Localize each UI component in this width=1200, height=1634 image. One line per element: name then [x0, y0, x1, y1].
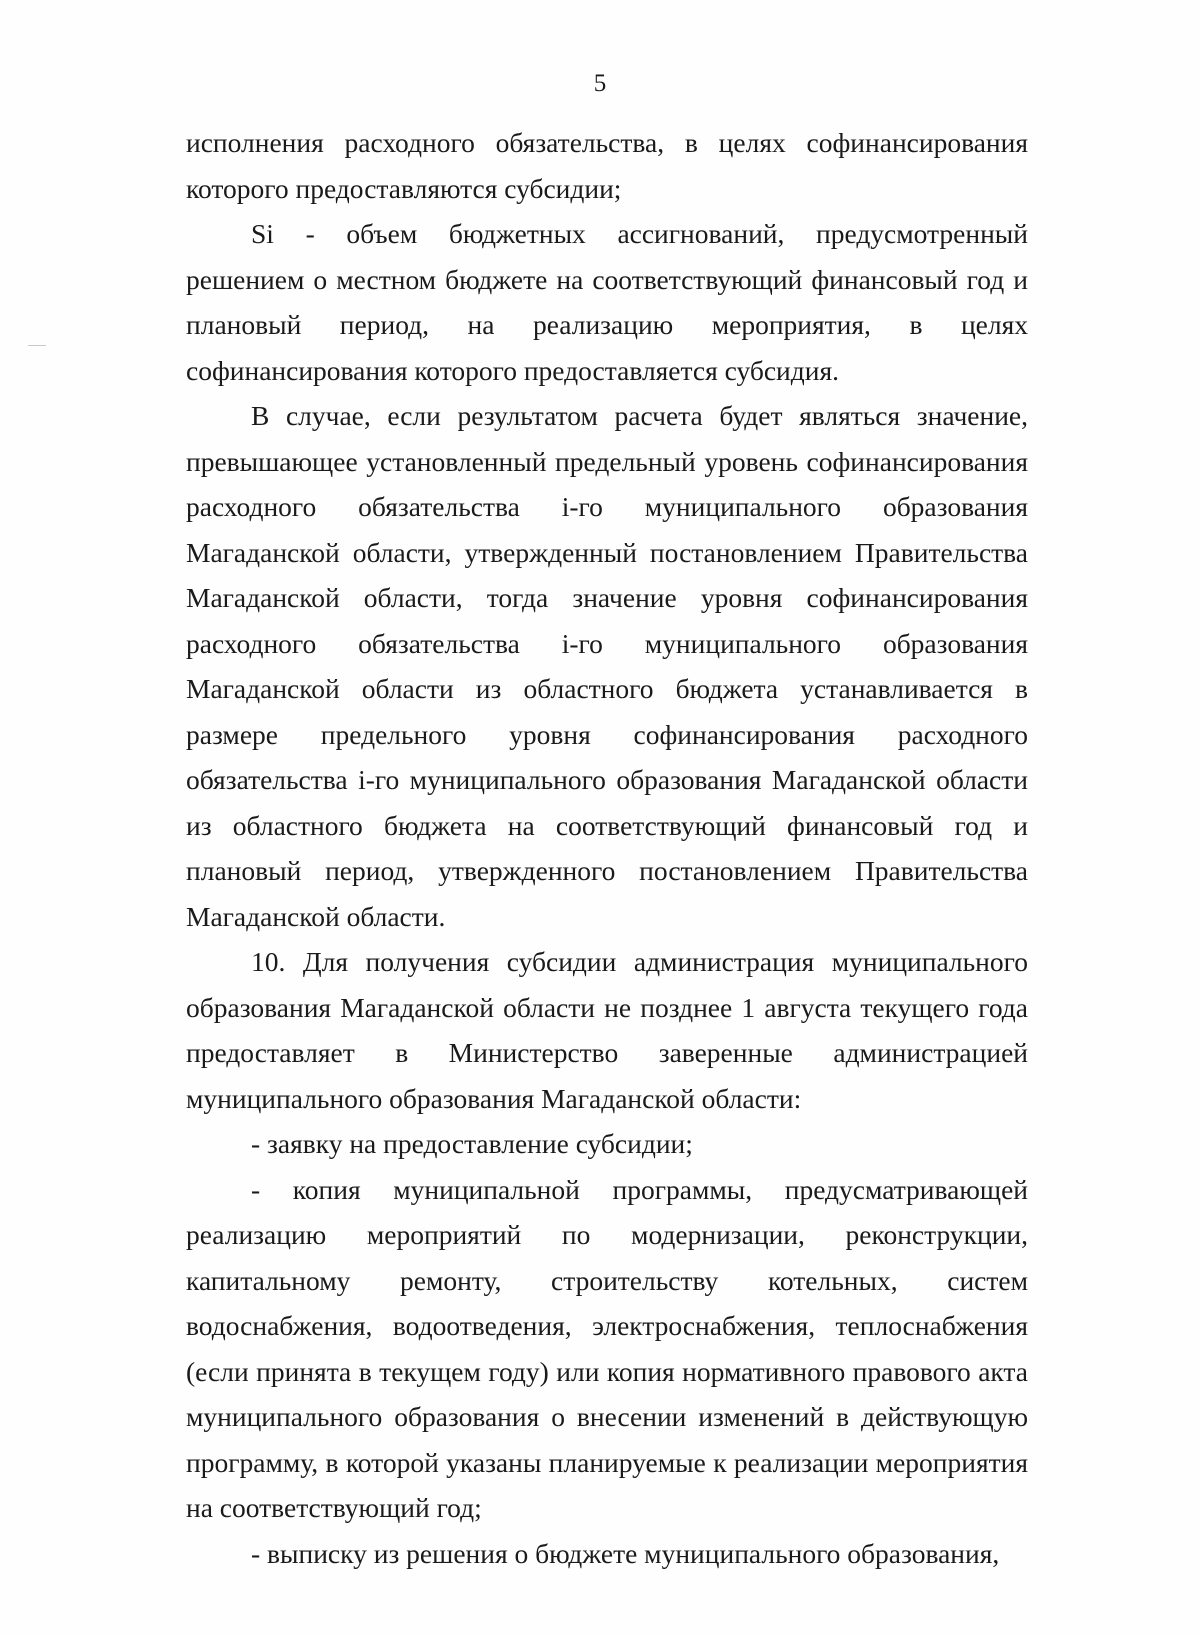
list-item-application: - заявку на предоставление субсидии;: [251, 1128, 693, 1159]
paragraph-item-10: 10. Для получения субсидии администрация муниципального образования Магаданской области не позднее 1 августа текущего года предоставляет в Министерство заверенные администрацией муниципального образования Магаданской области:: [186, 946, 1028, 1114]
document-body: [186, 120, 1028, 1576]
paragraph-si-definition: Si - объем бюджетных ассигнований, предусмотренный решением о местном бюджете на соответствующий финансовый год и плановый период, на реализацию мероприятия, в целях софинансирования которого предоставляется субсидия.: [186, 218, 1028, 386]
page-number: 5: [593, 70, 607, 97]
scan-edge-mark: [28, 345, 46, 346]
paragraph-continuation: исполнения расходного обязательства, в целях софинансирования которого предоставляются субсидии;: [186, 127, 1028, 204]
list-item-program-copy: - копия муниципальной программы, предусматривающей реализацию мероприятий по модернизации, реконструкции, капитальному ремонту, строительству котельных, систем водоснабжения, водоотведения, электроснабжения, теплоснабжения (если принята в текущем году) или копия нормативного правового акта муниципального образования о внесении изменений в действующую программу, в которой указаны планируемые к реализации мероприятия на соответствующий год;: [186, 1173, 1028, 1523]
paragraph-limit-case: В случае, если результатом расчета будет являться значение, превышающее установленный предельный уровень софинансирования расходного обязательства i-го муниципального образования Магаданской области, утвержденный постановлением Правительства Магаданской области, тогда значение уровня софинансирования расходного обязательства i-го муниципального образования Магаданской области из областного бюджета устанавливается в размере предельного уровня софинансирования расходного обязательства i-го муниципального образования Магаданской области из областного бюджета на соответствующий финансовый год и плановый период, утвержденного постановлением Правительства Магаданской области.: [186, 400, 1028, 932]
list-item-budget-extract: - выписку из решения о бюджете муниципального образования,: [251, 1537, 1000, 1569]
